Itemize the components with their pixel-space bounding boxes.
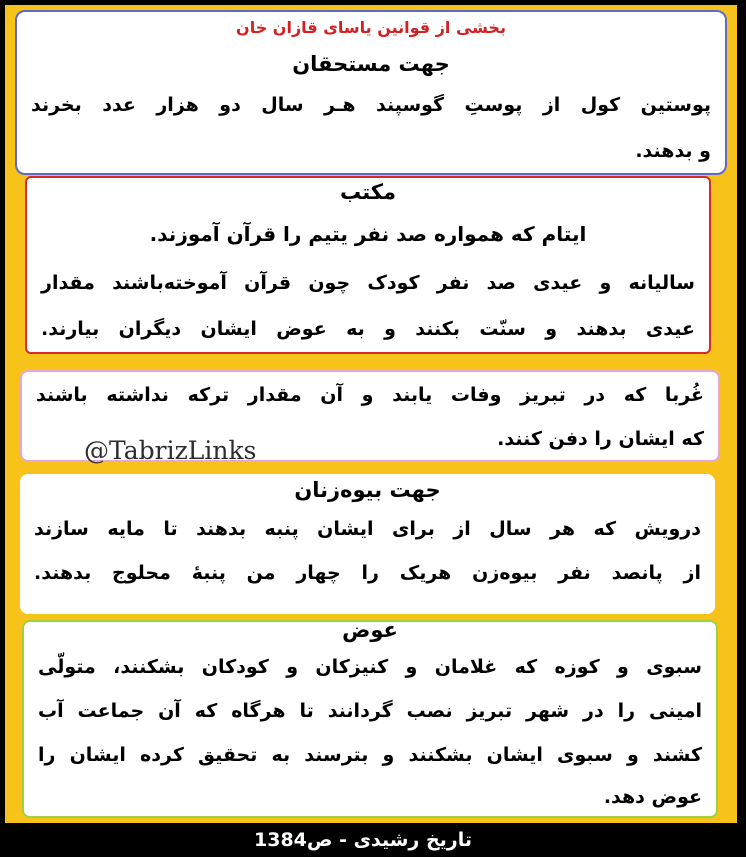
section-heading: مکتب [339, 180, 397, 204]
section-subheading: ایتام که همواره صد نفر یتیم را قرآن آموزند. [149, 222, 587, 246]
section-line: درویش که هر سال از برای ایشان پنبه بدهند تا مایه سازند [34, 518, 701, 540]
section-avaz [22, 620, 718, 818]
section-line: از پانصد نفر بیوه‌زن هریک را چهار من پنبۀ محلوج بدهند. [34, 562, 701, 584]
section-line: و بدهند. [635, 140, 711, 162]
source-footer: تاریخ رشیدی - ص1384 [254, 829, 472, 851]
section-line: کشند و سبوی ایشان بشکنند و بترسند به تحقیق کرده ایشان را [38, 744, 702, 766]
section-line: پوستین کول از پوستِ گوسپند هـر سال دو هزار عدد بخرند [31, 94, 711, 116]
section-heading: جهت مستحقان [292, 52, 450, 76]
section-line: عوض دهد. [603, 786, 702, 808]
section-maktab [25, 176, 711, 354]
section-line: امینی را در شهر تبریز نصب گردانند تا هرگاه که آن جماعت آب [38, 700, 702, 722]
section-mostahaghan [15, 10, 727, 175]
section-heading: جهت بیوەزنان [294, 478, 441, 502]
section-line: سالیانه و عیدی صد نفر کودک چون قرآن آموخته‌باشند مقدار [41, 272, 695, 294]
section-line: عیدی بدهند و سنّت بکنند و به عوض ایشان دیگران بیارند. [41, 318, 695, 340]
watermark-text: @TabrizLinks [84, 436, 257, 465]
section-heading: عوض [342, 618, 398, 642]
section-line: غُربا که در تبریز وفات یابند و آن مقدار ترکه نداشته باشند [36, 384, 704, 406]
section-bivezanan [20, 474, 715, 614]
section-line: سبوی و کوزه که غلامان و کنیزکان و کودکان بشکنند، متولّی [38, 656, 702, 678]
header-title: بخشی از قوانین یاسای قازان خان [236, 18, 506, 37]
section-line: که ایشان را دفن کنند. [497, 428, 704, 450]
